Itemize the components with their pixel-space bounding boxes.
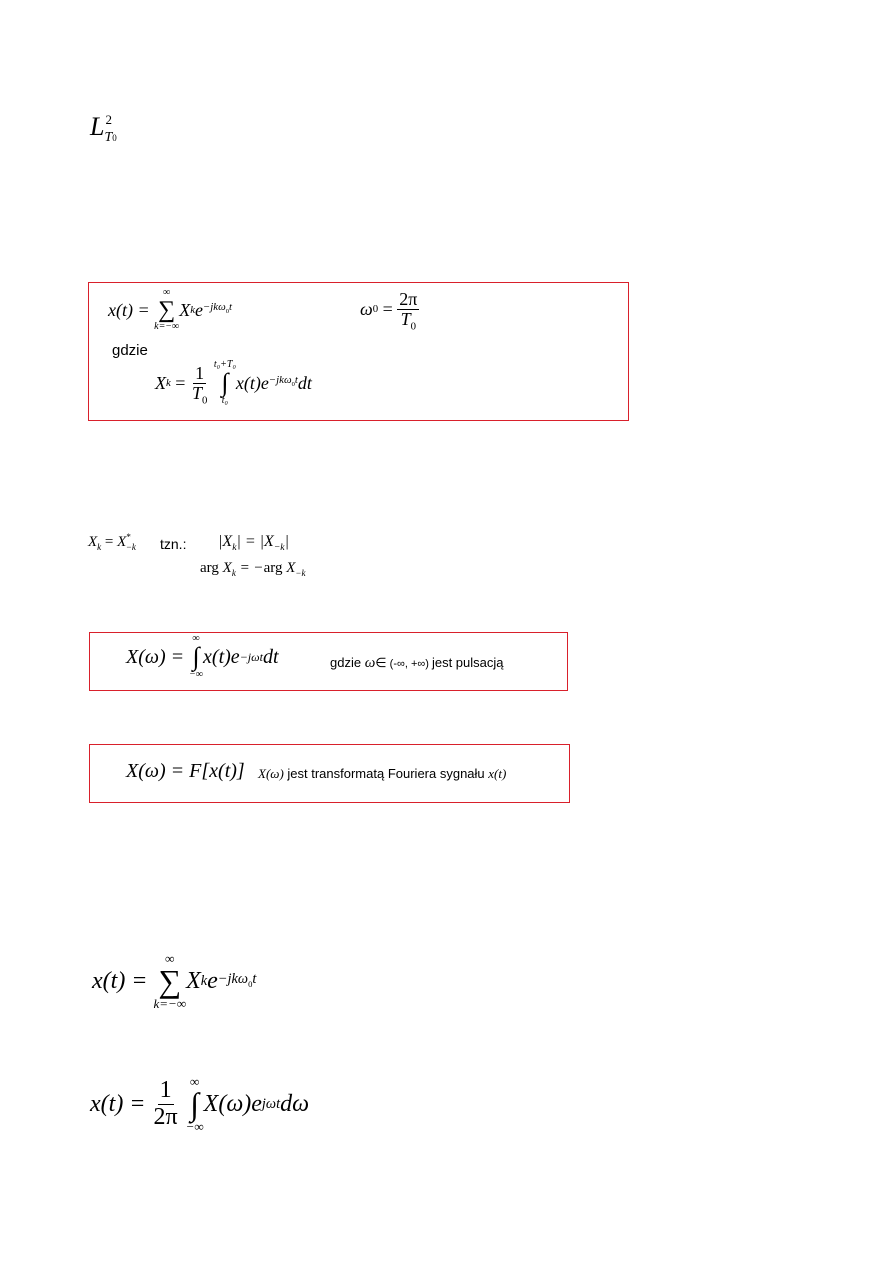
fourier-transform-formula: X(ω) = ∞ ∫ −∞ x(t)e −jωt dt: [126, 633, 279, 680]
fourier-series-formula: x(t) = ∞ ∑ k=−∞ X k e −jkω$_0$t: [108, 287, 232, 332]
tzn-label: tzn.:: [160, 536, 187, 552]
fourier-operator-formula: X(ω) = F[x(t)]: [126, 760, 245, 782]
magnitude-symmetry: $|X_k| = |X_{-k}|$: [218, 533, 289, 554]
inverse-fourier-formula: x(t) = $\frac{1}{2\pi}$ ∞ ∫ −∞ X(ω)e jωt dω: [90, 1074, 310, 1134]
omega-zero-formula: ω 0 = $\frac{2\pi}{T_0}$: [360, 289, 418, 333]
where-label: gdzie: [112, 342, 148, 359]
fourier-series-formula-large: x(t) = ∞ ∑ k=−∞ X k e −jkω$_0$t: [92, 951, 257, 1011]
phase-antisymmetry: arg $X_k = -arg$ $X_{-k}$: [200, 560, 306, 578]
coefficient-formula: X k = $\frac{1}{T_0}$ t₀+T₀ ∫ t₀ x(t)e −jkω$_0$t dt: [155, 359, 312, 407]
transform-definition-note: X(ω) jest transformatą Fouriera sygnału x(t): [258, 766, 507, 781]
conjugate-symmetry-formula: $X_k = X^*_{-k}$: [88, 532, 136, 552]
l2-space-symbol: L 2 T0: [90, 112, 117, 145]
pulsation-note: gdzie ω∈ (-∞, +∞) jest pulsacją: [330, 655, 504, 671]
